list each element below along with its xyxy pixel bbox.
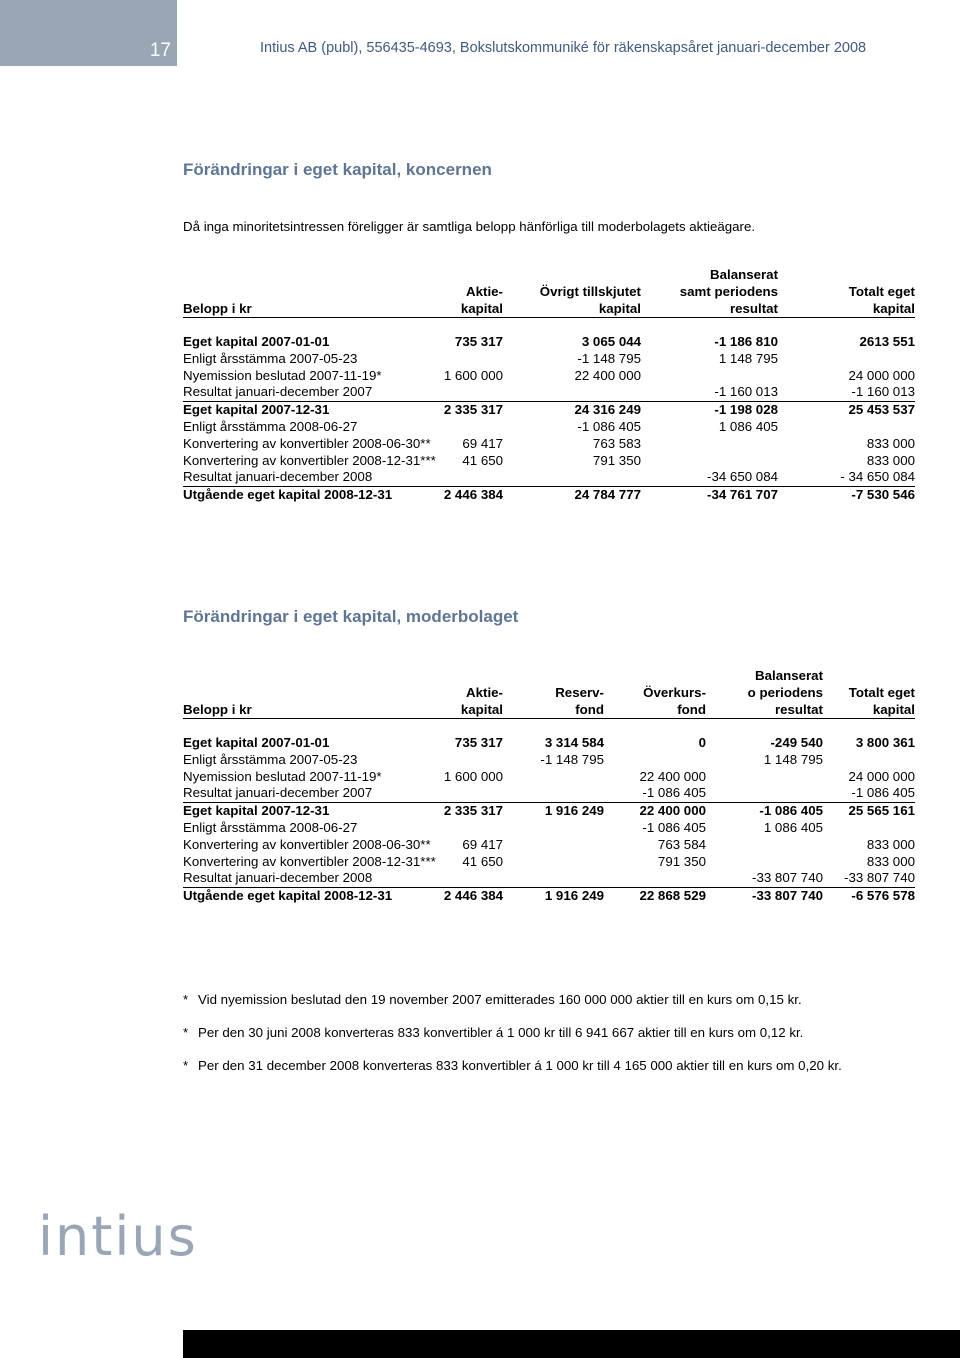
column-header xyxy=(183,283,418,300)
column-header: Balanserat xyxy=(710,267,778,282)
cell-value xyxy=(706,854,823,871)
page-number: 17 xyxy=(149,40,171,61)
cell-value: -1 086 405 xyxy=(823,785,915,802)
cell-value xyxy=(503,820,604,837)
table-row xyxy=(183,402,915,419)
cell-value xyxy=(604,870,706,887)
section-title-moderbolaget: Förändringar i eget kapital, moderbolaget xyxy=(183,607,519,626)
cell-value xyxy=(418,785,503,802)
cell-value xyxy=(418,870,503,887)
row-label: Konvertering av konvertibler 2008-12-31*** xyxy=(183,853,436,869)
footnote-text: Vid nyemission beslutad den 19 november 2007 emitterades 160 000 000 aktier till en kurs om 0,15 kr. xyxy=(198,992,802,1007)
table-row xyxy=(183,870,915,887)
footnote xyxy=(183,991,883,1008)
table-row xyxy=(183,837,915,854)
cell-value: 2 446 384 xyxy=(443,487,503,503)
column-header: kapital xyxy=(778,300,915,318)
page-number-box xyxy=(0,0,177,66)
cell-value xyxy=(418,351,503,368)
footnote-marker: * xyxy=(183,1058,189,1073)
column-header xyxy=(778,266,915,283)
cell-value: 833 000 xyxy=(866,435,915,451)
column-header: kapital xyxy=(823,701,915,719)
cell-value: - 34 650 084 xyxy=(778,469,915,486)
row-label: Enligt årsstämma 2008-06-27 xyxy=(183,819,358,835)
footnote-text: Per den 30 juni 2008 konverteras 833 konvertibler á 1 000 kr till 6 941 667 aktier till en kurs om 0,12 kr. xyxy=(198,1025,804,1040)
cell-value: 763 583 xyxy=(592,435,641,451)
cell-value xyxy=(418,419,503,436)
table-row xyxy=(183,436,915,453)
cell-value: 2 335 317 xyxy=(443,803,503,819)
cell-value: -34 650 084 xyxy=(641,469,778,486)
column-header: samt periodens xyxy=(679,284,778,299)
row-label: Eget kapital 2007-12-31 xyxy=(183,402,330,418)
cell-value: 25 565 161 xyxy=(848,803,915,819)
footnotes xyxy=(183,991,883,1090)
cell-value: -1 148 795 xyxy=(540,751,604,767)
row-label: Resultat januari-december 2007 xyxy=(183,384,418,401)
cell-value: 735 317 xyxy=(454,334,503,349)
column-header: kapital xyxy=(418,300,503,318)
cell-value xyxy=(418,469,503,486)
cell-value: 3 314 584 xyxy=(544,735,604,750)
cell-value xyxy=(823,752,915,769)
cell-value: -7 530 546 xyxy=(851,487,915,503)
column-header: fond xyxy=(604,701,706,719)
cell-value: 1 600 000 xyxy=(443,768,503,784)
cell-value: 791 350 xyxy=(657,853,706,869)
table-row xyxy=(183,487,915,504)
cell-value: -1 160 013 xyxy=(641,384,778,401)
table-row xyxy=(183,334,915,351)
footnote-marker: * xyxy=(183,1025,189,1040)
cell-value: 833 000 xyxy=(866,853,915,869)
intro-text: Då inga minoritetsintressen föreligger är samtliga belopp hänförliga till moderbolagets aktieägare. xyxy=(183,219,756,234)
cell-value: -1 086 405 xyxy=(577,418,641,434)
cell-value xyxy=(418,752,503,769)
cell-value: 22 868 529 xyxy=(639,888,706,904)
cell-value: 2 446 384 xyxy=(443,888,503,904)
cell-value: 22 400 000 xyxy=(574,367,641,383)
column-header xyxy=(503,667,604,684)
cell-value: 763 584 xyxy=(657,836,706,852)
cell-value: -1 186 810 xyxy=(714,334,778,349)
cell-value xyxy=(503,769,604,786)
column-header: Totalt eget xyxy=(848,284,915,299)
table-row xyxy=(183,453,915,470)
table-row xyxy=(183,785,915,802)
column-header: Överkurs- xyxy=(643,685,706,700)
cell-value: -33 807 740 xyxy=(823,870,915,887)
column-header: Balanserat xyxy=(755,668,823,683)
cell-value: 1 916 249 xyxy=(544,803,604,819)
column-header: Aktie- xyxy=(466,685,503,700)
row-label: Nyemission beslutad 2007-11-19* xyxy=(183,367,382,383)
cell-value xyxy=(778,419,915,436)
column-header: resultat xyxy=(706,701,823,719)
cell-value xyxy=(778,351,915,368)
row-label: Enligt årsstämma 2008-06-27 xyxy=(183,418,358,434)
row-label: Enligt årsstämma 2007-05-23 xyxy=(183,350,358,366)
equity-table-koncernen xyxy=(183,266,915,504)
cell-value xyxy=(503,870,604,887)
table-row xyxy=(183,888,915,905)
cell-value xyxy=(418,384,503,401)
cell-value xyxy=(641,368,778,385)
cell-value: 24 316 249 xyxy=(574,402,641,418)
cell-value xyxy=(604,752,706,769)
cell-value xyxy=(641,453,778,470)
cell-value: -1 160 013 xyxy=(778,384,915,401)
table-row xyxy=(183,368,915,385)
cell-value xyxy=(823,820,915,837)
cell-value: 22 400 000 xyxy=(639,768,706,784)
cell-value: 24 784 777 xyxy=(574,487,641,503)
table-row xyxy=(183,820,915,837)
cell-value: 41 650 xyxy=(462,853,503,869)
column-header: Övrigt tillskjutet xyxy=(539,284,641,299)
cell-value: 2613 551 xyxy=(859,334,915,349)
cell-value: -34 761 707 xyxy=(707,487,778,503)
cell-value xyxy=(503,785,604,802)
column-header xyxy=(183,667,418,684)
cell-value: 2 335 317 xyxy=(443,402,503,418)
column-header: Reserv- xyxy=(555,685,604,700)
cell-value: 3 800 361 xyxy=(855,735,915,750)
row-label: Utgående eget kapital 2008-12-31 xyxy=(183,888,393,904)
cell-value: 41 650 xyxy=(462,452,503,468)
column-header: resultat xyxy=(641,300,778,318)
column-header xyxy=(503,266,641,283)
document-header: Intius AB (publ), 556435-4693, Bokslutskommuniké för räkenskapsåret januari-december 2008 xyxy=(260,40,867,56)
table-row xyxy=(183,803,915,820)
column-header: Totalt eget xyxy=(848,685,915,700)
cell-value xyxy=(418,820,503,837)
table-row xyxy=(183,735,915,752)
table-row xyxy=(183,419,915,436)
cell-value: 69 417 xyxy=(462,836,503,852)
cell-value: 1 916 249 xyxy=(544,888,604,904)
column-header xyxy=(604,667,706,684)
row-label: Enligt årsstämma 2007-05-23 xyxy=(183,751,358,767)
column-header xyxy=(823,667,915,684)
row-label: Konvertering av konvertibler 2008-06-30** xyxy=(183,435,431,451)
cell-value: 24 000 000 xyxy=(848,367,915,383)
cell-value: -249 540 xyxy=(770,735,823,750)
footnote xyxy=(183,1057,883,1074)
table-row xyxy=(183,769,915,786)
cell-value: -1 086 405 xyxy=(759,803,823,819)
row-label: Resultat januari-december 2008 xyxy=(183,870,418,887)
row-label: Konvertering av konvertibler 2008-12-31*** xyxy=(183,452,436,468)
footnote-text: Per den 31 december 2008 konverteras 833 konvertibler á 1 000 kr till 4 165 000 aktier till en kurs om 0,20 kr. xyxy=(198,1058,842,1073)
cell-value: 1 148 795 xyxy=(718,350,778,366)
footer-bar xyxy=(183,1330,960,1358)
row-label: Konvertering av konvertibler 2008-06-30** xyxy=(183,836,431,852)
cell-value: 3 065 044 xyxy=(581,334,641,349)
column-header xyxy=(183,684,418,701)
cell-value: 1 148 795 xyxy=(763,751,823,767)
column-header: Belopp i kr xyxy=(183,300,418,318)
column-header: fond xyxy=(503,701,604,719)
cell-value xyxy=(706,769,823,786)
cell-value xyxy=(503,384,641,401)
section-title-koncernen: Förändringar i eget kapital, koncernen xyxy=(183,160,492,179)
cell-value: 833 000 xyxy=(866,836,915,852)
cell-value: 791 350 xyxy=(592,452,641,468)
row-label: Utgående eget kapital 2008-12-31 xyxy=(183,487,393,503)
cell-value: 1 086 405 xyxy=(763,819,823,835)
cell-value: 22 400 000 xyxy=(639,803,706,819)
table-row xyxy=(183,351,915,368)
footnote xyxy=(183,1024,883,1041)
cell-value xyxy=(641,436,778,453)
cell-value xyxy=(503,837,604,854)
cell-value xyxy=(503,854,604,871)
cell-value: 69 417 xyxy=(462,435,503,451)
column-header: kapital xyxy=(503,300,641,318)
column-header: kapital xyxy=(418,701,503,719)
column-header xyxy=(183,266,418,283)
column-header: o periodens xyxy=(747,685,823,700)
column-header xyxy=(418,266,503,283)
cell-value: -1 086 405 xyxy=(604,785,706,802)
cell-value: -1 086 405 xyxy=(642,819,706,835)
row-label: Nyemission beslutad 2007-11-19* xyxy=(183,768,382,784)
cell-value: 25 453 537 xyxy=(848,402,915,418)
column-header xyxy=(418,667,503,684)
cell-value: -33 807 740 xyxy=(752,888,823,904)
cell-value: 1 086 405 xyxy=(718,418,778,434)
cell-value: 735 317 xyxy=(454,735,503,750)
cell-value: -33 807 740 xyxy=(706,870,823,887)
cell-value: 1 600 000 xyxy=(443,367,503,383)
cell-value: 833 000 xyxy=(866,452,915,468)
row-label: Eget kapital 2007-01-01 xyxy=(183,334,330,349)
row-label: Resultat januari-december 2008 xyxy=(183,469,418,486)
row-label: Eget kapital 2007-12-31 xyxy=(183,803,330,819)
row-label: Resultat januari-december 2007 xyxy=(183,785,418,802)
cell-value xyxy=(706,785,823,802)
row-label: Eget kapital 2007-01-01 xyxy=(183,735,330,750)
table-row xyxy=(183,384,915,401)
cell-value xyxy=(503,469,641,486)
table-row xyxy=(183,752,915,769)
table-row xyxy=(183,469,915,486)
column-header: Belopp i kr xyxy=(183,701,418,719)
intius-logo: intius xyxy=(38,1205,198,1268)
cell-value: -1 148 795 xyxy=(577,350,641,366)
cell-value: 24 000 000 xyxy=(848,768,915,784)
cell-value: 0 xyxy=(698,735,706,750)
cell-value: -6 576 578 xyxy=(851,888,915,904)
cell-value: -1 198 028 xyxy=(714,402,778,418)
cell-value xyxy=(706,837,823,854)
column-header: Aktie- xyxy=(466,284,503,299)
table-row xyxy=(183,854,915,871)
equity-table-moderbolaget xyxy=(183,667,915,905)
footnote-marker: * xyxy=(183,992,189,1007)
